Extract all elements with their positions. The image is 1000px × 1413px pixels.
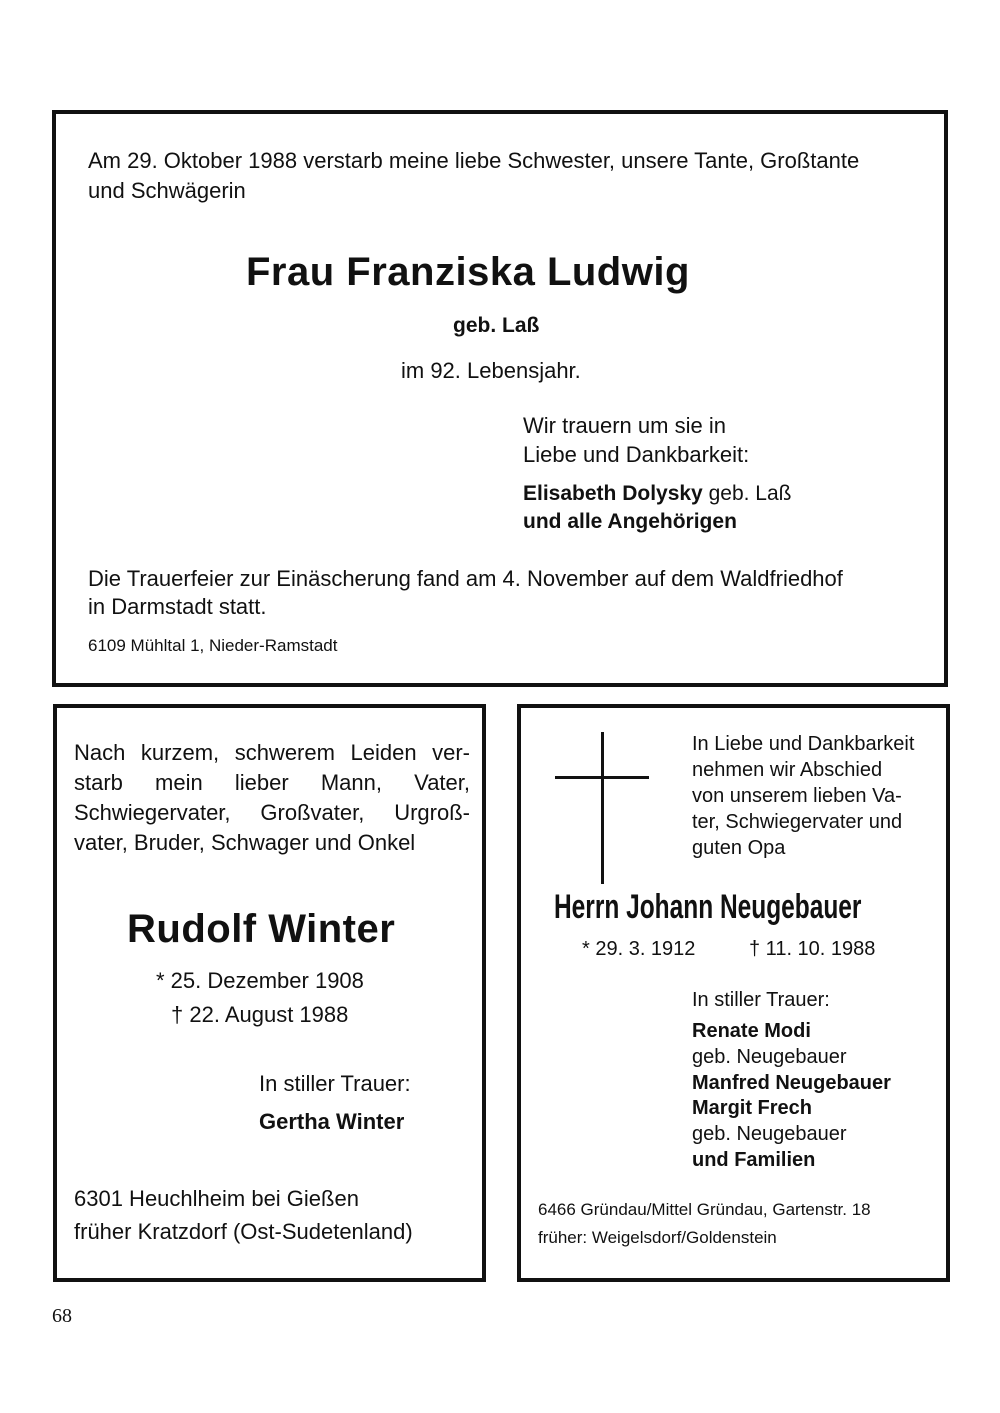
notice1-signer-name: Elisabeth Dolysky	[523, 482, 703, 505]
notice3-signer-6: und Familien	[692, 1149, 816, 1171]
notice1-mourning-line-1: Wir trauern um sie in	[523, 413, 726, 438]
notice2-intro	[74, 738, 470, 858]
notice3-address-line-1: 6466 Gründau/Mittel Gründau, Gartenstr. 18	[538, 1200, 871, 1219]
notice2-intro-line-3: Schwiegervater, Großvater, Urgroß-	[74, 800, 470, 825]
notice3-signer-3: Manfred Neugebauer	[692, 1072, 891, 1094]
notice1-intro-line-1: Am 29. Oktober 1988 verstarb meine liebe Schwester, unsere Tante, Großtante	[88, 148, 860, 173]
notice3-mourning: In stiller Trauer:	[692, 989, 830, 1011]
notice1-maiden-name: geb. Laß	[453, 314, 540, 337]
notice1-age: im 92. Lebensjahr.	[401, 358, 581, 383]
cross-icon-vertical	[601, 732, 604, 884]
notice3-birth-date: * 29. 3. 1912	[582, 938, 696, 960]
notice3-intro-line-2: nehmen wir Abschied	[692, 759, 883, 781]
notice2-mourning: In stiller Trauer:	[259, 1071, 411, 1096]
notice2-address-line-2: früher Kratzdorf (Ost-Sudetenland)	[74, 1219, 413, 1244]
notice3-address-line-2: früher: Weigelsdorf/Goldenstein	[538, 1228, 777, 1247]
notice1-intro-line-2: und Schwägerin	[88, 178, 246, 203]
notice3-intro-line-4: ter, Schwiegervater und	[692, 811, 903, 833]
notice1-ceremony-line-2: in Darmstadt statt.	[88, 594, 267, 619]
notice2-intro-line-1: Nach kurzem, schwerem Leiden ver-	[74, 740, 470, 765]
notice3-death-date: † 11. 10. 1988	[749, 938, 876, 960]
notice1-ceremony-line-1: Die Trauerfeier zur Einäscherung fand am 4. November auf dem Waldfriedhof	[88, 566, 843, 591]
notice3-signer-4: Margit Frech	[692, 1097, 813, 1119]
notice1-address: 6109 Mühltal 1, Nieder-Ramstadt	[88, 636, 338, 655]
notice2-address-line-1: 6301 Heuchlheim bei Gießen	[74, 1186, 359, 1211]
notice2-intro-line-4: vater, Bruder, Schwager und Onkel	[74, 830, 416, 855]
notice2-birth-date: * 25. Dezember 1908	[156, 968, 364, 993]
notice1-signer-rest: und alle Angehörigen	[523, 510, 737, 533]
notice3-intro-line-5: guten Opa	[692, 837, 786, 859]
notice3-intro-line-1: In Liebe und Dankbarkeit	[692, 733, 915, 755]
notice2-signer: Gertha Winter	[259, 1109, 405, 1134]
page-number: 68	[52, 1305, 72, 1327]
notice1-mourning-line-2: Liebe und Dankbarkeit:	[523, 442, 750, 467]
notice3-signer-1: Renate Modi	[692, 1020, 811, 1042]
notice2-death-date: † 22. August 1988	[171, 1002, 349, 1027]
notice3-signer-2: geb. Neugebauer	[692, 1046, 847, 1068]
cross-icon-horizontal	[555, 776, 649, 779]
notice1-signer-suffix: geb. Laß	[702, 482, 792, 505]
notice2-intro-line-2: starb mein lieber Mann, Vater,	[74, 770, 470, 795]
notice1-signer	[523, 480, 791, 508]
notice2-deceased-name: Rudolf Winter	[127, 907, 396, 951]
notice3-signer-5: geb. Neugebauer	[692, 1123, 847, 1145]
notice3-deceased-name: Herrn Johann Neugebauer	[554, 888, 862, 926]
notice3-intro-line-3: von unserem lieben Va-	[692, 785, 902, 807]
notice1-deceased-name: Frau Franziska Ludwig	[246, 250, 690, 294]
